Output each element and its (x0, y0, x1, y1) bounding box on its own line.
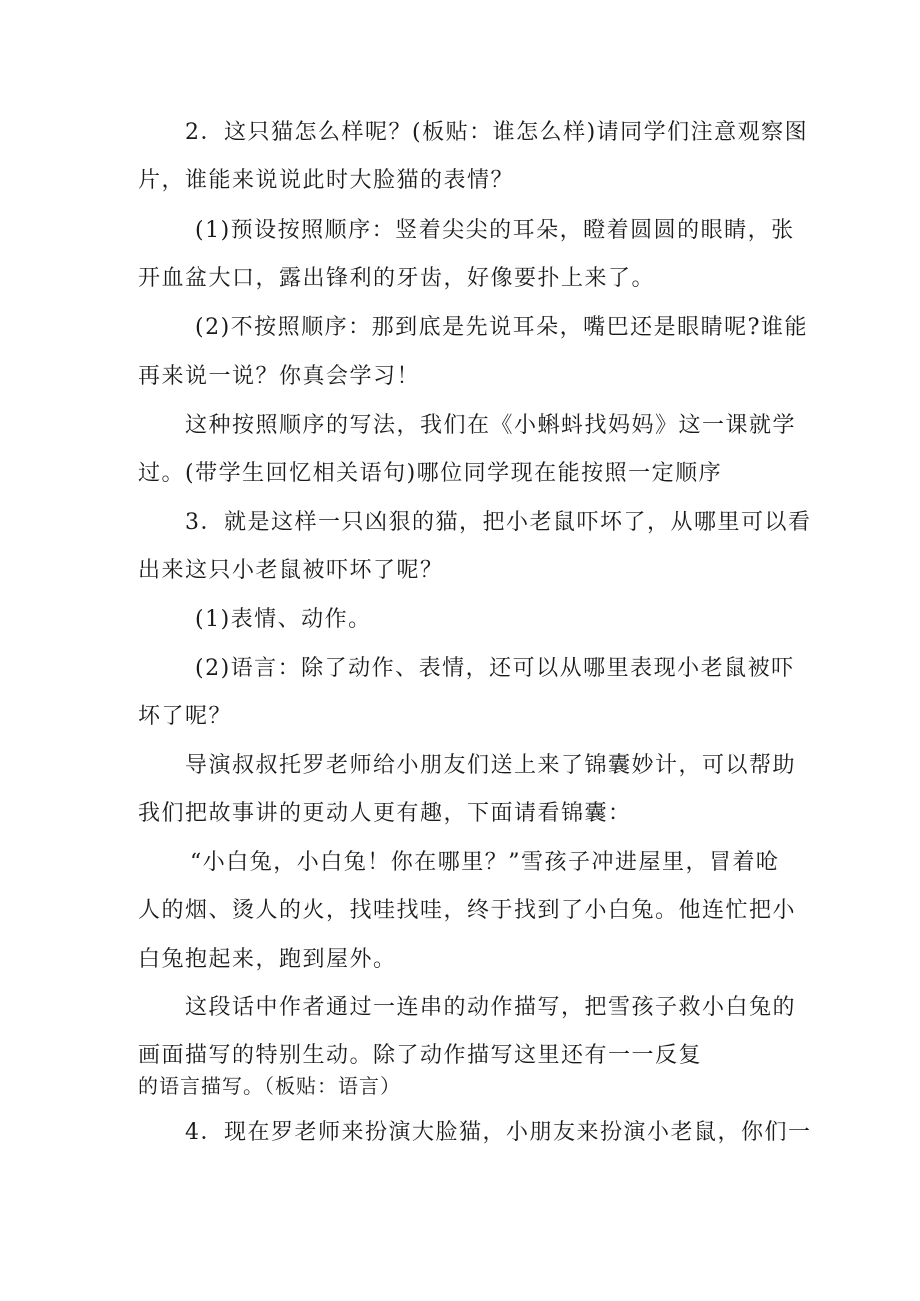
text-line: (2)语言：除了动作、表情，还可以从哪里表现小老鼠被吓 (195, 656, 795, 681)
text-line: “小白兔，小白兔！你在哪里？”雪孩子冲进屋里，冒着呛 (190, 850, 780, 875)
text-line: (2)不按照顺序：那到底是先说耳朵，嘴巴还是眼睛呢?谁能 (195, 315, 808, 340)
text-line: 出来这只小老鼠被吓坏了呢？ (138, 558, 444, 583)
text-line: 我们把故事讲的更动人更有趣，下面请看锦囊： (138, 801, 632, 826)
text-line: 这种按照顺序的写法，我们在《小蝌蚪找妈妈》这一课就学 (185, 413, 797, 438)
text-line: 导演叔叔托罗老师给小朋友们送上来了锦囊妙计，可以帮助 (185, 753, 797, 778)
text-line: 3．就是这样一只凶狠的猫，把小老鼠吓坏了，从哪里可以看 (185, 510, 812, 535)
text-line: 的语言描写。（板贴：语言） (138, 1074, 401, 1098)
text-line: 坏了呢？ (138, 704, 233, 729)
text-line: 白兔抱起来，跑到屋外。 (138, 947, 397, 972)
text-line: 人的烟、烫人的火，找哇找哇，终于找到了小白兔。他连忙把小 (138, 898, 797, 923)
text-line: 开血盆大口，露出锋利的牙齿，好像要扑上来了。 (138, 266, 656, 291)
text-line: 片，谁能来说说此时大脸猫的表情？ (138, 168, 515, 193)
text-line: 再来说一说？你真会学习！ (138, 364, 421, 389)
text-line: (1)预设按照顺序：竖着尖尖的耳朵，瞪着圆圆的眼睛，张 (195, 218, 795, 243)
text-line: 4．现在罗老师来扮演大脸猫，小朋友来扮演小老鼠，你们一 (185, 1120, 812, 1145)
text-line: 画面描写的特别生动。除了动作描写这里还有一一反复 (138, 1043, 703, 1068)
text-line: (1)表情、动作。 (195, 607, 372, 632)
text-line: 2．这只猫怎么样呢？(板贴：谁怎么样)请同学们注意观察图 (185, 120, 809, 145)
text-line: 过。(带学生回忆相关语句)哪位同学现在能按照一定顺序 (138, 461, 723, 486)
text-line: 这段话中作者通过一连串的动作描写，把雪孩子救小白兔的 (185, 995, 797, 1020)
